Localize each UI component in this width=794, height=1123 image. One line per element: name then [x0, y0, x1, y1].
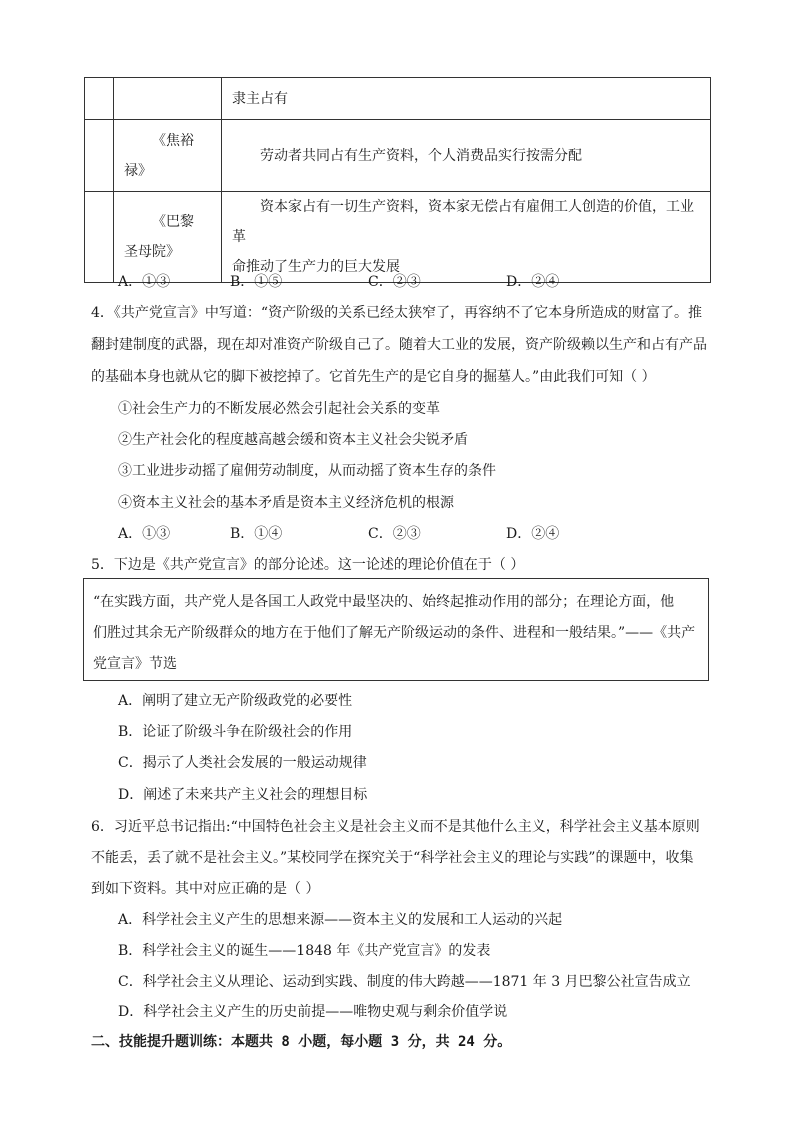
book-title-line: 《巴黎	[152, 214, 194, 230]
book-title-cell	[114, 120, 222, 192]
option-b[interactable]: B．①④	[230, 526, 283, 542]
q6-option-a[interactable]: A．科学社会主义产生的思想来源——资本主义的发展和工人运动的兴起	[118, 912, 563, 928]
section-heading: 二、技能提升题训练：本题共 8 小题，每小题 3 分，共 24 分。	[91, 1034, 512, 1050]
option-a[interactable]: A．①③	[118, 274, 171, 290]
book-title-line: 圣母院》	[124, 244, 180, 260]
quote-line: “在实践方面，共产党人是各国工人政党中最坚决的、始终起推动作用的部分；在理论方面，他	[93, 594, 675, 610]
option-a[interactable]: A．①③	[118, 526, 171, 542]
quote-line: 党宣言》节选	[93, 656, 177, 672]
matching-table	[84, 77, 711, 283]
q4-stem-line: 翻封建制度的武器，现在却对准资产阶级自己了。随着大工业的发展，资产阶级赖以生产和占有产品	[91, 337, 707, 353]
q5-option-a[interactable]: A．阐明了建立无产阶级政党的必要性	[118, 693, 353, 709]
option-b[interactable]: B．①⑤	[230, 274, 283, 290]
q6-stem-line: 6．习近平总书记指出:“中国特色社会主义是社会主义而不是其他什么主义，科学社会主义基本原则	[91, 819, 700, 835]
q4-statement: ③工业进步动摇了雇佣劳动制度，从而动摇了资本生存的条件	[118, 463, 496, 479]
q5-option-b[interactable]: B．论证了阶级斗争在阶级社会的作用	[118, 724, 353, 740]
option-d[interactable]: D．②④	[506, 526, 560, 542]
q4-stem-line: 4．《共产党宣言》中写道：“资产阶级的关系已经太狭窄了，再容纳不了它本身所造成的财富了。推	[91, 305, 703, 321]
q6-option-c[interactable]: C．科学社会主义从理论、运动到实践、制度的伟大跨越——1871 年 3 月巴黎公社宣告成立	[118, 974, 691, 990]
book-title-line: 禄》	[124, 162, 152, 179]
q5-option-c[interactable]: C．揭示了人类社会发展的一般运动规律	[118, 755, 367, 771]
table-row	[85, 78, 711, 120]
q4-statement: ④资本主义社会的基本矛盾是资本主义经济危机的根源	[118, 495, 454, 511]
book-title-line: 《焦裕	[152, 132, 194, 149]
q6-option-b[interactable]: B．科学社会主义的诞生——1848 年《共产党宣言》的发表	[118, 943, 491, 959]
table-cell: 劳动者共同占有生产资料，个人消费品实行按需分配	[222, 120, 711, 192]
q4-stem-line: 的基础本身也就从它的脚下被挖掉了。它首先生产的是它自身的掘墓人。”由此我们可知（ ）	[91, 369, 656, 385]
q6-stem-line: 不能丢，丢了就不是社会主义。”某校同学在探究关于“科学社会主义的理论与实践”的课题中，收集	[91, 850, 694, 866]
table-row	[85, 192, 711, 283]
option-d[interactable]: D．②④	[506, 274, 560, 290]
table-row	[85, 120, 711, 192]
table-cell: 资本家占有一切生产资料，资本家无偿占有雇佣工人创造的价值，工业革 命推动了生产力的巨大发展	[222, 192, 711, 283]
q5-stem: 5．下边是《共产党宣言》的部分论述。这一论述的理论价值在于（ ）	[91, 557, 525, 573]
option-c[interactable]: C．②③	[368, 274, 421, 290]
q4-statement: ②生产社会化的程度越高越会缓和资本主义社会尖锐矛盾	[118, 432, 468, 448]
book-title-cell	[114, 192, 222, 283]
q6-stem-line: 到如下资料。其中对应正确的是（ ）	[91, 881, 320, 897]
q6-option-d[interactable]: D．科学社会主义产生的历史前提——唯物史观与剩余价值学说	[118, 1004, 508, 1020]
table-cell: 隶主占有	[222, 78, 711, 120]
q5-quote-box	[83, 578, 709, 681]
q4-statement: ①社会生产力的不断发展必然会引起社会关系的变革	[118, 401, 440, 417]
option-c[interactable]: C．②③	[368, 526, 421, 542]
q5-option-d[interactable]: D．阐述了未来共产主义社会的理想目标	[118, 787, 368, 803]
quote-line: 们胜过其余无产阶级群众的地方在于他们了解无产阶级运动的条件、进程和一般结果。”——《共产	[93, 625, 696, 641]
